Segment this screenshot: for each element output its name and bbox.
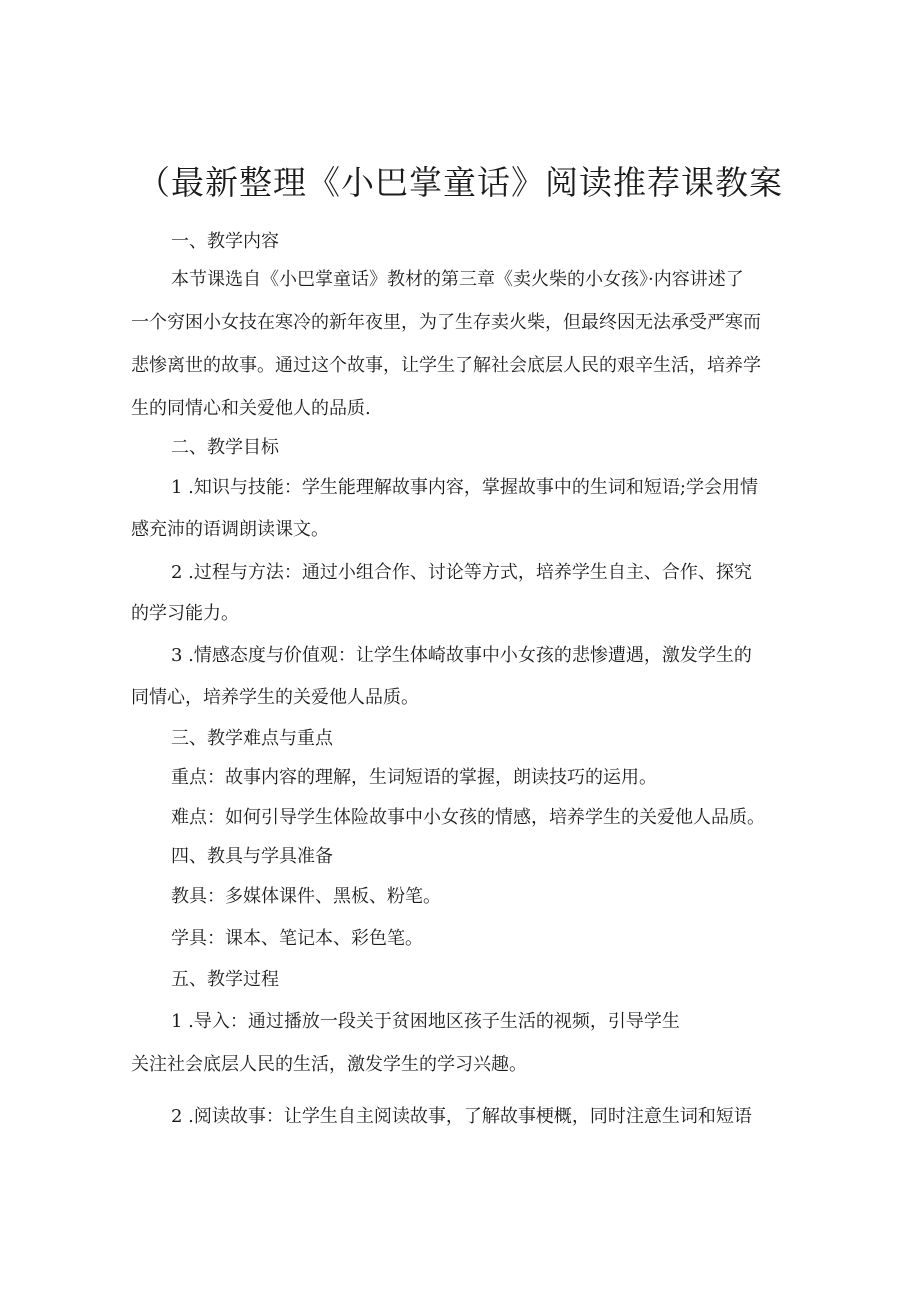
difficult-point-line: 难点：如何引导学生体险故事中小女孩的情感，培养学生的关爱他人品质。 (171, 807, 765, 828)
list-item-line: 1 .知识与技能：学生能理解故事内容，掌握故事中的生词和短语;学会用情 (171, 477, 758, 498)
paragraph-line: 生的同情心和关爱他人的品质. (131, 398, 371, 419)
section-heading-process: 五、教学过程 (171, 969, 279, 990)
key-point-line: 重点：故事内容的理解，生词短语的掌握，朗读技巧的运用。 (171, 767, 657, 788)
list-item-line: 同情心，培养学生的关爱他人品质。 (131, 687, 419, 708)
list-item-line: 关注社会底层人民的生活，激发学生的学习兴趣。 (131, 1054, 527, 1075)
document-title: （最新整理《小巴掌童话》阅读推荐课教案 (137, 163, 783, 202)
section-heading-materials: 四、教具与学具准备 (171, 846, 333, 867)
section-heading-key-points: 三、教学难点与重点 (171, 728, 333, 749)
list-item-line: 1 .导入：通过播放一段关于贫困地区孩子生活的视频，引导学生 (171, 1011, 680, 1032)
student-materials-line: 学具：课本、笔记本、彩色笔。 (171, 928, 423, 949)
section-heading-content: 一、教学内容 (171, 231, 279, 252)
list-item-line: 2 .阅读故事：让学生自主阅读故事，了解故事梗概，同时注意生词和短语 (171, 1106, 752, 1127)
list-item-line: 感充沛的语调朗读课文。 (131, 519, 329, 540)
list-item-line: 的学习能力。 (131, 603, 239, 624)
paragraph-line: 本节课选自《小巴掌童话》教材的第三章《卖火柴的小女孩》·内容讲述了 (171, 269, 744, 290)
teacher-materials-line: 教具：多媒体课件、黑板、粉笔。 (171, 886, 441, 907)
section-heading-objectives: 二、教学目标 (171, 437, 279, 458)
list-item-line: 3 .情感态度与价值观：让学生体崎故事中小女孩的悲惨遭遇，激发学生的 (171, 645, 752, 666)
paragraph-line: 悲惨离世的故事。通过这个故事，让学生了解社会底层人民的艰辛生活，培养学 (131, 355, 761, 376)
list-item-line: 2 .过程与方法：通过小组合作、讨论等方式，培养学生自主、合作、探究 (171, 562, 752, 583)
paragraph-line: 一个穷困小女技在寒冷的新年夜里，为了生存卖火柴，但最终因无法承受严寒而 (131, 312, 761, 333)
